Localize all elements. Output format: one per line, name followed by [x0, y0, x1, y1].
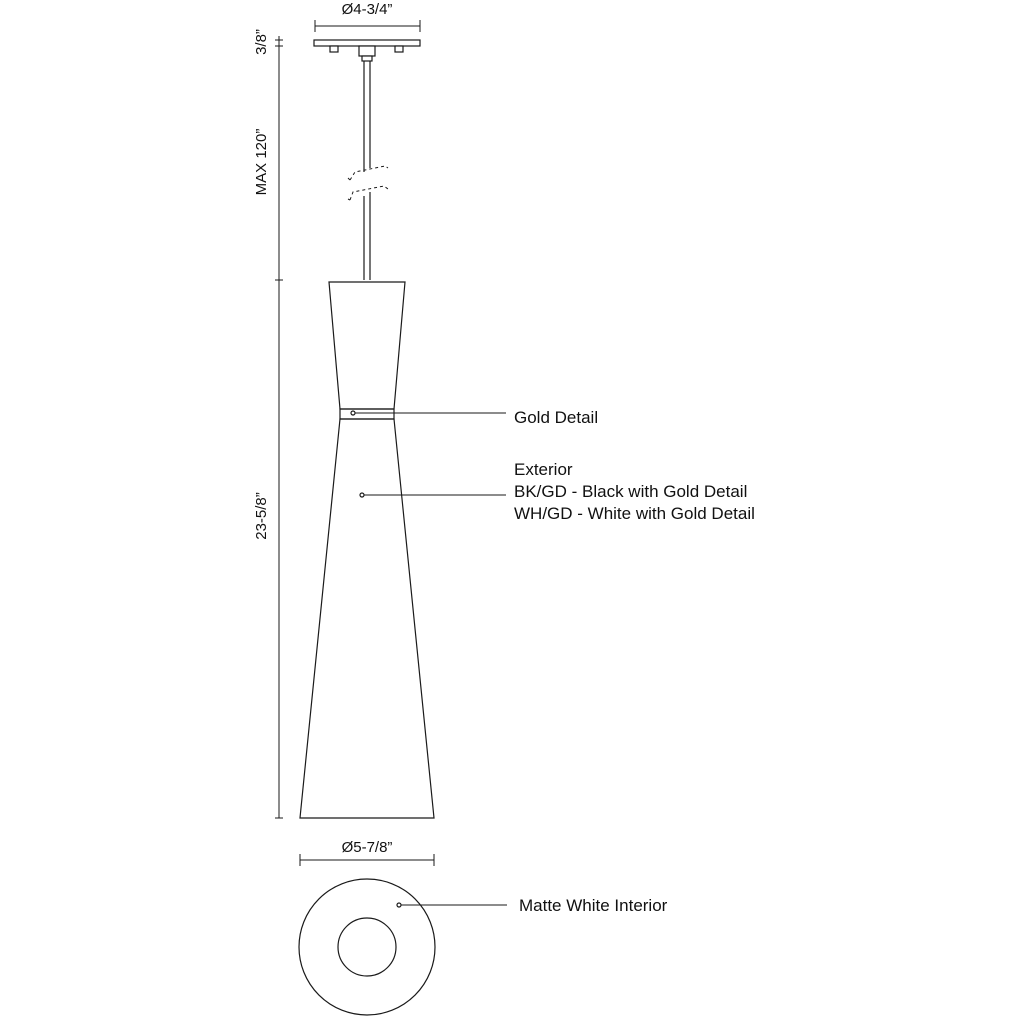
canopy-diameter-label: Ø4-3/4” [341, 1, 393, 18]
shade-diameter-label: Ø5-7/8” [341, 839, 393, 856]
exterior-option-white: WH/GD - White with Gold Detail [514, 504, 755, 523]
gold-detail-callout [351, 408, 598, 427]
gold-detail-label: Gold Detail [514, 408, 599, 427]
interior-label: Matte White Interior [519, 896, 668, 915]
interior-callout [397, 896, 668, 915]
exterior-option-black: BK/GD - Black with Gold Detail [514, 482, 748, 501]
exterior-callout [360, 460, 755, 523]
canopy-height-label: 3/8” [253, 29, 270, 55]
stem-break-symbol [348, 166, 388, 200]
body-height-label: 23-5/8” [253, 492, 270, 540]
bottom-view [299, 879, 435, 1015]
exterior-title: Exterior [514, 460, 573, 479]
max-stem-label: MAX 120” [253, 128, 270, 196]
vertical-dimension-line [275, 36, 283, 818]
canopy [314, 40, 420, 61]
shade-diameter-dimension [300, 839, 434, 866]
canopy-diameter-dimension [315, 1, 420, 32]
pendant-shade [300, 282, 434, 818]
